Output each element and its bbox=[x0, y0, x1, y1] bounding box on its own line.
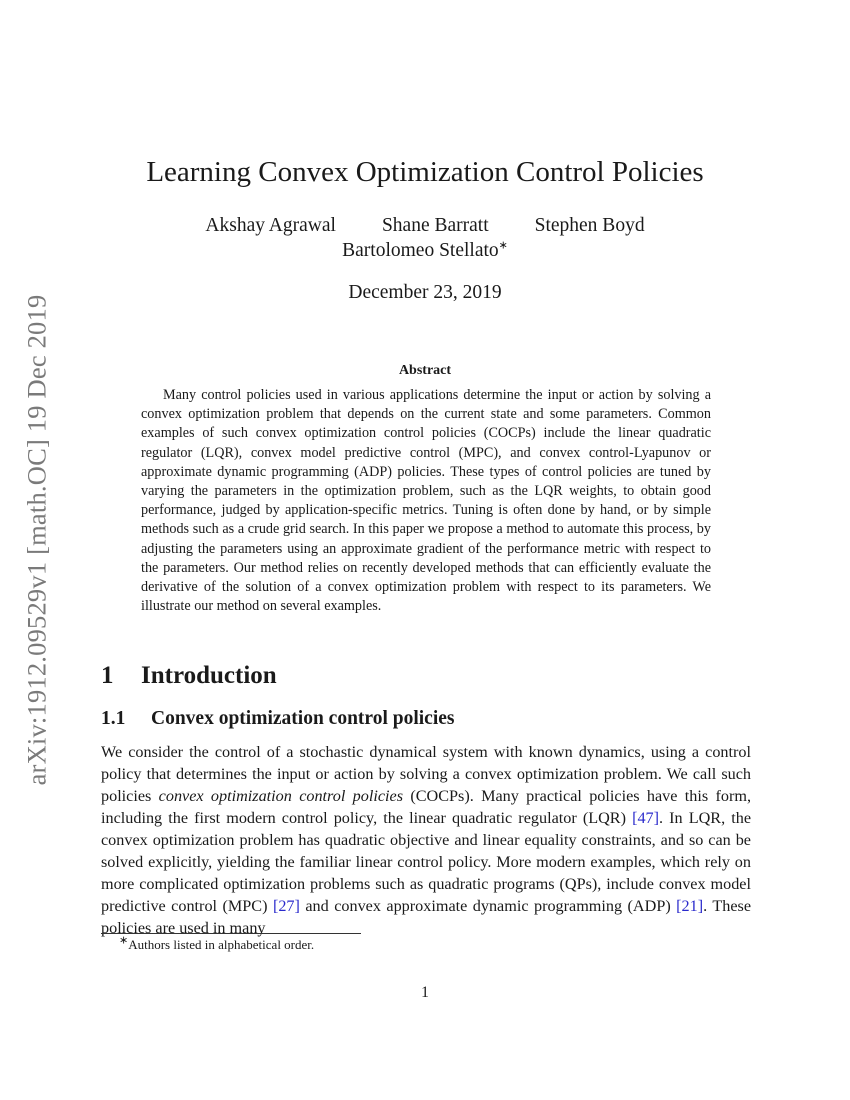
footnote bbox=[119, 934, 315, 953]
footnote-divider bbox=[101, 933, 361, 934]
subsection-number: 1.1 bbox=[101, 708, 126, 729]
author-name: Stephen Boyd bbox=[534, 215, 645, 236]
subsection-title: Convex optimization control policies bbox=[151, 708, 455, 729]
arxiv-identifier: arXiv:1912.09529v1 [math.OC] 19 Dec 2019 bbox=[21, 294, 52, 786]
abstract-heading: Abstract bbox=[398, 363, 452, 378]
body-text-segment: and convex approximate dynamic programming (ADP) bbox=[299, 897, 677, 915]
body-text-segment: . These policies are used in many bbox=[101, 897, 752, 937]
citation-link[interactable]: [47] bbox=[632, 809, 660, 827]
body-text-segment: We consider the control of a stochastic dynamical system with known dynamics, using a control policy that determines the input or action by solving a convex optimization problem. We call such policies bbox=[101, 743, 751, 805]
author-name: Bartolomeo Stellato bbox=[342, 240, 499, 261]
section-title: Introduction bbox=[141, 662, 277, 689]
abstract-text: Many control policies used in various applications determine the input or action by solving a convex optimization problem that depends on the current state and some parameters. Common examples of such convex optimization control policies (COCPs) include the linear quadratic regulator (LQR), convex model predictive control (MPC), and convex control-Lyapunov or approximate dynamic programming (ADP) policies. These types of control policies are tuned by varying the parameters in the optimization problem, such as the LQR weights, to obtain good performance, judged by application-specific metrics. Tuning is often done by hand, or by simple methods such as a crude grid search. In this paper we propose a method to automate this process, by adjusting the parameters using an approximate gradient of the performance metric with respect to the parameters. Our method relies on recently developed methods that can efficiently evaluate the derivative of the solution of a convex optimization problem with respect to its parameters. We illustrate our method on several examples. bbox=[141, 387, 711, 615]
author-row bbox=[0, 214, 850, 238]
footnote-marker: ∗ bbox=[119, 934, 129, 947]
author-name: Akshay Agrawal bbox=[205, 215, 336, 236]
section-number: 1 bbox=[101, 662, 114, 689]
footnote-text: Authors listed in alphabetical order. bbox=[128, 937, 315, 952]
page-number: 1 bbox=[421, 984, 429, 1001]
body-text-segment: . In LQR, the convex optimization problem has quadratic objective and linear equality constraints, and so can be solved explicitly, yielding the familiar linear control policy. More modern examples, which rely on more complicated optimization problems such as quadratic programs (QPs), include convex model predictive control (MPC) bbox=[101, 809, 751, 915]
footnote-marker: ∗ bbox=[498, 239, 508, 252]
citation-link[interactable]: [21] bbox=[676, 897, 704, 915]
author-row bbox=[0, 238, 850, 264]
intro-paragraph bbox=[101, 741, 751, 939]
author-block bbox=[0, 214, 850, 264]
body-text-segment: (COCPs). Many practical policies have this form, including the first modern control policy, the linear quadratic regulator (LQR) bbox=[101, 787, 751, 827]
paper-date: December 23, 2019 bbox=[348, 282, 502, 303]
emphasized-term: convex optimization control policies bbox=[158, 787, 404, 805]
subsection-heading bbox=[101, 708, 455, 730]
author-name: Shane Barratt bbox=[381, 215, 489, 236]
paper-title: Learning Convex Optimization Control Policies bbox=[146, 156, 704, 188]
citation-link[interactable]: [27] bbox=[272, 897, 300, 915]
section-heading bbox=[101, 662, 277, 690]
